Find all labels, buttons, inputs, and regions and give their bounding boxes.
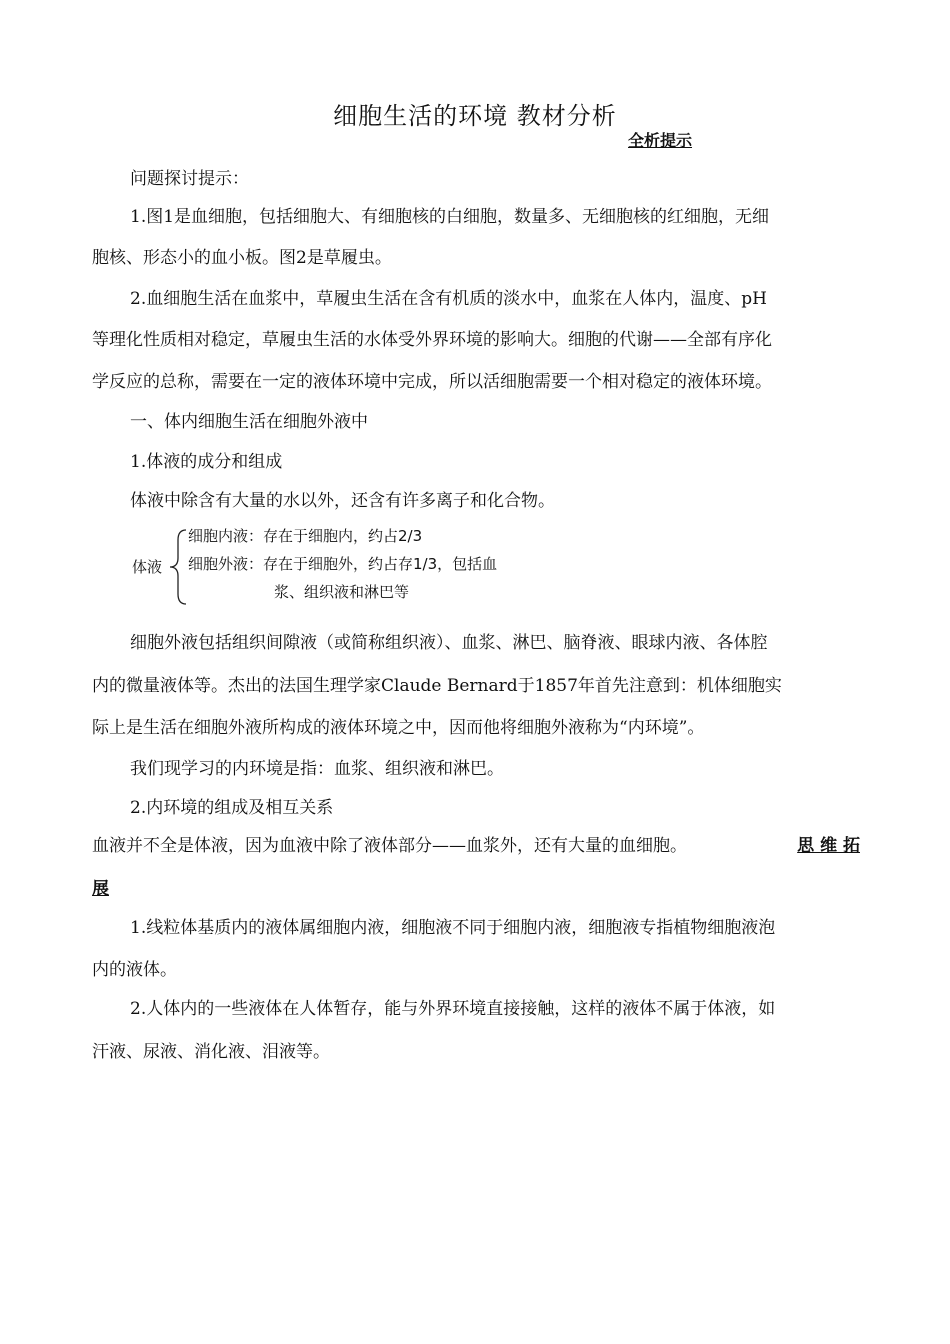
analysis-hint-heading: 全析提示 xyxy=(628,131,693,150)
thinking-extension-heading: 思 维 拓 xyxy=(797,836,860,856)
paragraph-line: 2.血细胞生活在血浆中，草履虫生活在含有机质的淡水中，血浆在人体内，温度、pH xyxy=(130,289,767,309)
paragraph-line: 内的微量液体等。杰出的法国生理学家Claude Bernard于1857年首先注意到：机体细胞实 xyxy=(92,676,782,696)
document-title: 细胞生活的环境 教材分析 xyxy=(333,102,617,130)
heading-fragment: 展 xyxy=(92,879,109,899)
paragraph-line: 细胞外液包括组织间隙液（或简称组织液）、血浆、淋巴、脑脊液、眼球内液、各体腔 xyxy=(130,633,768,653)
paragraph-line: 2.人体内的一些液体在人体暂存，能与外界环境直接接触，这样的液体不属于体液，如 xyxy=(130,999,776,1019)
paragraph-line: 1.图1是血细胞，包括细胞大、有细胞核的白细胞，数量多、无细胞核的红细胞，无细 xyxy=(130,207,770,227)
paragraph-text: 血液并不全是体液，因为血液中除了液体部分——血浆外，还有大量的血细胞。 xyxy=(92,836,687,856)
section-heading: 一、体内细胞生活在细胞外液中 xyxy=(130,412,368,432)
diagram-intracellular-label: 细胞内液：存在于细胞内，约占2/3 xyxy=(188,527,423,545)
body-fluid-diagram xyxy=(130,522,570,608)
paragraph-line: 胞核、形态小的血小板。图2是草履虫。 xyxy=(92,248,392,268)
paragraph-line: 问题探讨提示： xyxy=(130,169,249,189)
paragraph-line xyxy=(92,834,860,858)
subsection-heading: 2.内环境的组成及相互关系 xyxy=(130,798,334,818)
paragraph-line: 等理化性质相对稳定，草履虫生活的水体受外界环境的影响大。细胞的代谢——全部有序化 xyxy=(92,330,772,350)
paragraph-line: 1.线粒体基质内的液体属细胞内液，细胞液不同于细胞内液，细胞液专指植物细胞液泡 xyxy=(130,918,776,938)
paragraph-line: 体液中除含有大量的水以外，还含有许多离子和化合物。 xyxy=(130,491,555,511)
diagram-extracellular-label: 细胞外液：存在于细胞外，约占存1/3，包括血 xyxy=(188,555,498,573)
diagram-extracellular-continuation: 浆、组织液和淋巴等 xyxy=(274,583,410,601)
diagram-root-label: 体液 xyxy=(132,558,163,576)
paragraph-line: 际上是生活在细胞外液所构成的液体环境之中，因而他将细胞外液称为“内环境”。 xyxy=(92,718,705,738)
paragraph-line: 内的液体。 xyxy=(92,960,177,980)
subsection-heading: 1.体液的成分和组成 xyxy=(130,452,283,472)
paragraph-line: 我们现学习的内环境是指：血浆、组织液和淋巴。 xyxy=(130,759,504,779)
paragraph-line: 汗液、尿液、消化液、泪液等。 xyxy=(92,1042,330,1062)
thinking-extension-heading-end xyxy=(92,877,860,901)
paragraph-line: 学反应的总称，需要在一定的液体环境中完成，所以活细胞需要一个相对稳定的液体环境。 xyxy=(92,372,772,392)
